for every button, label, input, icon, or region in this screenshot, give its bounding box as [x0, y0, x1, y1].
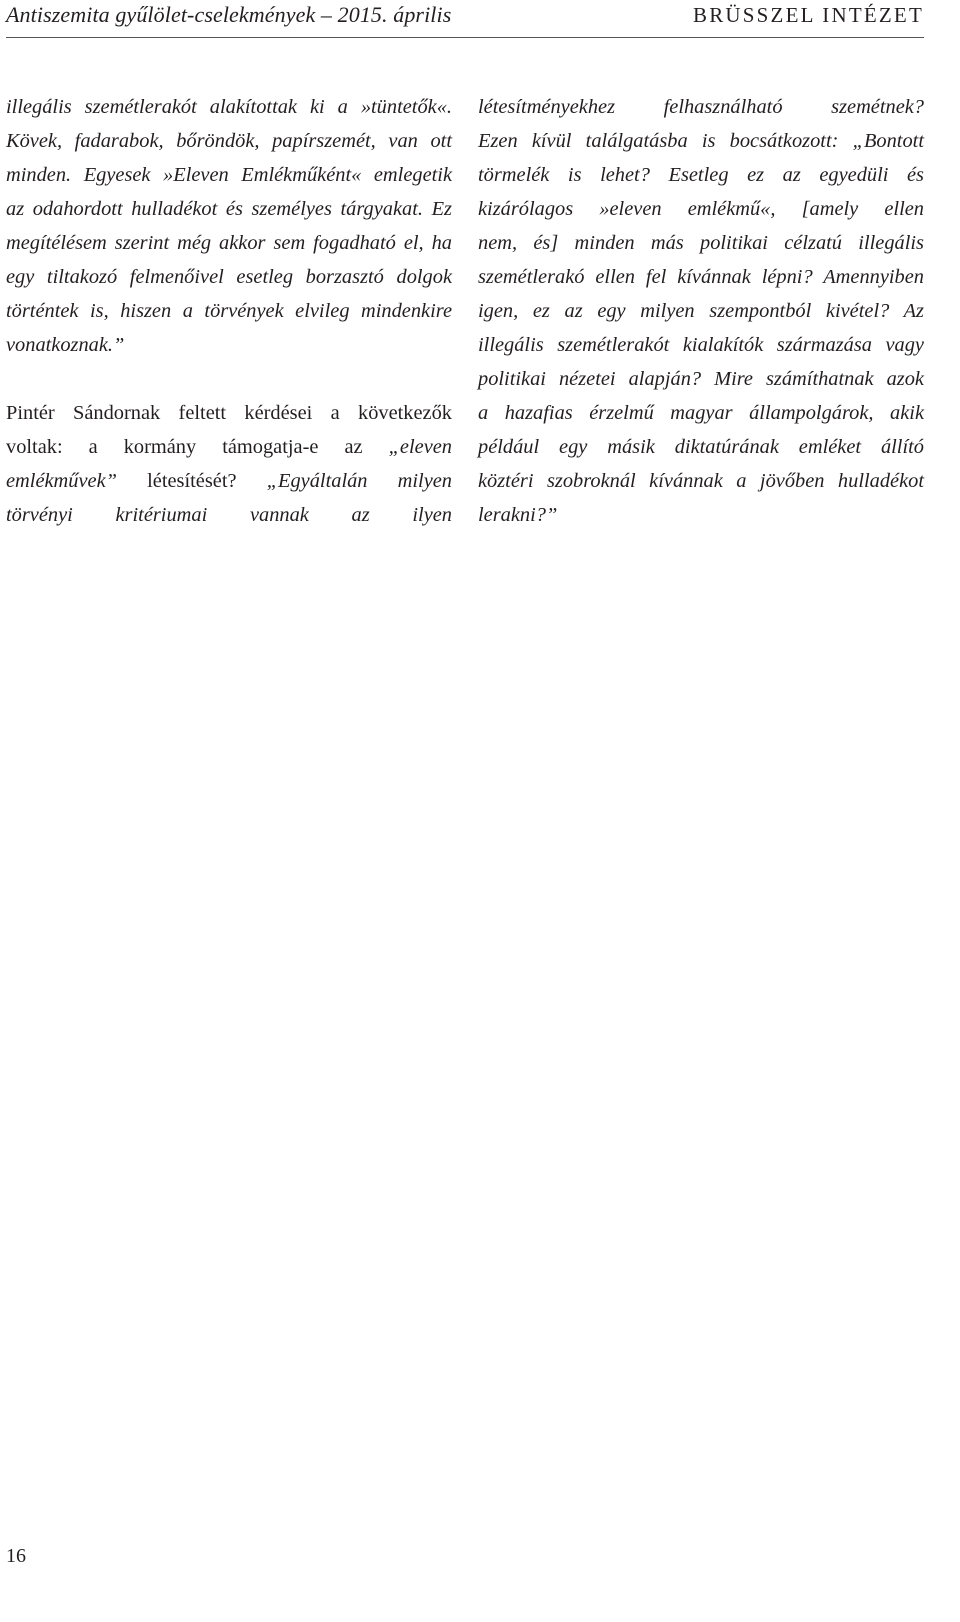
header-rule — [6, 37, 924, 38]
text-line: törmelék is lehet? Esetleg ez az egyedüli és — [478, 164, 924, 186]
text-line: lerakni?” — [478, 504, 558, 526]
text-line: megítélésem szerint még akkor sem fogadható el, ha — [6, 232, 452, 254]
text-run: létesítését? — [116, 470, 267, 492]
text-run-italic: „eleven — [388, 436, 452, 458]
left-column — [6, 90, 452, 532]
text-line: Ezen kívül találgatásba is bocsátkozott: „Bontott — [478, 130, 924, 152]
text-run: voltak: a kormány támogatja-e az — [6, 436, 389, 458]
text-line: vonatkoznak.” — [6, 334, 125, 356]
text-line: kizárólagos »eleven emlékmű«, [amely ellen — [478, 198, 924, 220]
text-line: Pintér Sándornak feltett kérdései a következők — [6, 402, 452, 424]
text-line: az odahordott hulladékot és személyes tárgyakat. Ez — [6, 198, 452, 220]
text-line: nem, és] minden más politikai célzatú illegális — [478, 232, 924, 254]
quote-paragraph — [6, 90, 452, 362]
text-line — [6, 464, 452, 498]
text-line: illegális szemétlerakót alakítottak ki a »tüntetők«. — [6, 96, 452, 118]
running-header — [6, 2, 924, 36]
publisher-name: BRÜSSZEL INTÉZET — [693, 3, 924, 27]
text-run-italic: „Egyáltalán milyen — [266, 470, 452, 492]
page-number: 16 — [6, 1545, 26, 1567]
text-line: egy tiltakozó felmenőivel esetleg borzasztó dolgok — [6, 266, 452, 288]
text-line: szemétlerakó ellen fel kívánnak lépni? Amennyiben — [478, 266, 924, 288]
body-paragraph — [6, 396, 452, 532]
text-line: Kövek, fadarabok, bőröndök, papírszemét, van ott — [6, 130, 452, 152]
right-column — [478, 90, 924, 532]
text-line: létesítményekhez felhasználható szemétnek? — [478, 96, 924, 118]
text-line: illegális szemétlerakót kialakítók származása vagy — [478, 334, 924, 356]
text-line: igen, ez az egy milyen szempontból kivétel? Az — [478, 300, 924, 322]
text-line: törvényi kritériumai vannak az ilyen — [6, 504, 452, 526]
text-line: a hazafias érzelmű magyar állampolgárok, akik — [478, 402, 924, 424]
text-line: például egy másik diktatúrának emléket állító — [478, 436, 924, 458]
paragraph-gap — [6, 362, 452, 396]
text-line: köztéri szobroknál kívánnak a jövőben hulladékot — [478, 470, 924, 492]
running-title: Antiszemita gyűlölet-cselekmények – 2015. április — [6, 2, 452, 27]
text-line: történtek is, hiszen a törvények elvileg mindenkire — [6, 300, 452, 322]
text-line: minden. Egyesek »Eleven Emlékműként« emlegetik — [6, 164, 452, 186]
text-line — [6, 430, 452, 464]
text-line: politikai nézetei alapján? Mire számíthatnak azok — [478, 368, 924, 390]
text-run-italic: emlékművek” — [6, 470, 117, 492]
